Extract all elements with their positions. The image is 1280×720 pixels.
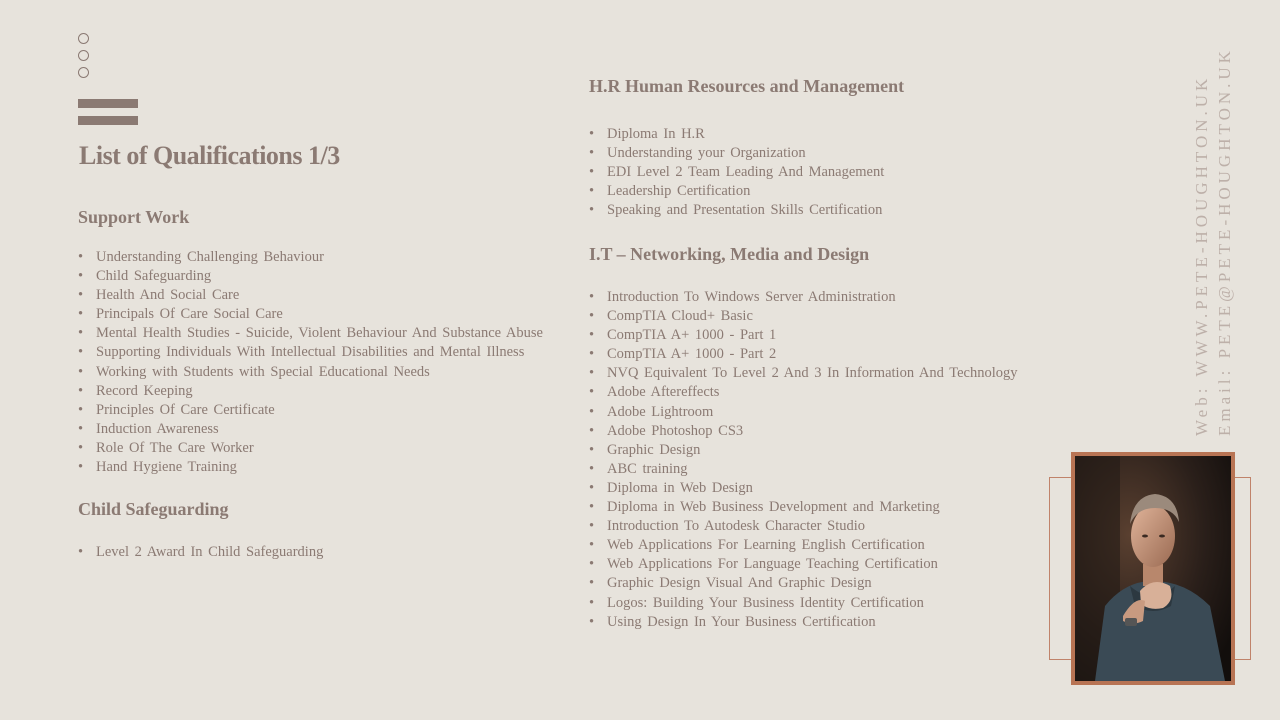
contact-info bbox=[1190, 47, 1236, 436]
list-item: • Web Applications For Language Teaching Certification bbox=[589, 555, 1017, 574]
list-item: • Introduction To Windows Server Administration bbox=[589, 288, 1017, 307]
list-item: • Record Keeping bbox=[78, 382, 543, 401]
list-item: • Working with Students with Special Educational Needs bbox=[78, 363, 543, 382]
section-title-it: I.T – Networking, Media and Design bbox=[589, 244, 870, 264]
profile-photo bbox=[1071, 452, 1235, 685]
list-item: • Induction Awareness bbox=[78, 420, 543, 439]
hr-list bbox=[589, 125, 884, 220]
list-item: • CompTIA Cloud+ Basic bbox=[589, 307, 1017, 326]
website-link[interactable]: Web: WWW.PETE-HOUGHTON.UK bbox=[1192, 74, 1211, 436]
list-item: • Graphic Design Visual And Graphic Design bbox=[589, 574, 1017, 593]
list-item: • Graphic Design bbox=[589, 441, 1017, 460]
list-item: • Child Safeguarding bbox=[78, 267, 543, 286]
portrait-illustration bbox=[1075, 456, 1231, 681]
list-item: • NVQ Equivalent To Level 2 And 3 In Information And Technology bbox=[589, 364, 1017, 383]
list-item: • Leadership Certification bbox=[589, 182, 884, 201]
list-item: • Logos: Building Your Business Identity Certification bbox=[589, 594, 1017, 613]
list-item: • EDI Level 2 Team Leading And Management bbox=[589, 163, 884, 182]
list-item: • Level 2 Award In Child Safeguarding bbox=[78, 543, 323, 562]
support-work-list bbox=[78, 248, 543, 477]
list-item: • Supporting Individuals With Intellectual Disabilities and Mental Illness bbox=[78, 343, 543, 362]
page-title: List of Qualifications 1/3 bbox=[79, 141, 340, 170]
list-item: • Principals Of Care Social Care bbox=[78, 305, 543, 324]
list-item: • Hand Hygiene Training bbox=[78, 458, 543, 477]
list-item: • Diploma in Web Design bbox=[589, 479, 1017, 498]
list-item: • Understanding your Organization bbox=[589, 144, 884, 163]
circle-outline-icon bbox=[78, 50, 89, 61]
list-item: • Diploma In H.R bbox=[589, 125, 884, 144]
child-safeguarding-list bbox=[78, 543, 323, 562]
list-item: • Web Applications For Learning English Certification bbox=[589, 536, 1017, 555]
menu-bars-icon bbox=[78, 99, 138, 133]
list-item: • Role Of The Care Worker bbox=[78, 439, 543, 458]
section-title-hr: H.R Human Resources and Management bbox=[589, 76, 905, 96]
it-list bbox=[589, 288, 1017, 632]
list-item: • Diploma in Web Business Development and Marketing bbox=[589, 498, 1017, 517]
list-item: • Adobe Lightroom bbox=[589, 403, 1017, 422]
list-item: • Understanding Challenging Behaviour bbox=[78, 248, 543, 267]
bar bbox=[78, 99, 138, 108]
list-item: • Mental Health Studies - Suicide, Violent Behaviour And Substance Abuse bbox=[78, 324, 543, 343]
circle-outline-icon bbox=[78, 67, 89, 78]
list-item: • Speaking and Presentation Skills Certification bbox=[589, 201, 884, 220]
section-title-child-safeguarding: Child Safeguarding bbox=[78, 499, 229, 519]
list-item: • ABC training bbox=[589, 460, 1017, 479]
list-item: • Health And Social Care bbox=[78, 286, 543, 305]
list-item: • Introduction To Autodesk Character Studio bbox=[589, 517, 1017, 536]
section-title-support-work: Support Work bbox=[78, 207, 190, 227]
list-item: • Using Design In Your Business Certification bbox=[589, 613, 1017, 632]
list-item: • CompTIA A+ 1000 - Part 2 bbox=[589, 345, 1017, 364]
list-item: • CompTIA A+ 1000 - Part 1 bbox=[589, 326, 1017, 345]
list-item: • Adobe Photoshop CS3 bbox=[589, 422, 1017, 441]
decorative-circles bbox=[78, 33, 89, 84]
list-item: • Adobe Aftereffects bbox=[589, 383, 1017, 402]
list-item: • Principles Of Care Certificate bbox=[78, 401, 543, 420]
email-link[interactable]: Email: PETE@PETE-HOUGHTON.UK bbox=[1215, 47, 1234, 436]
bar bbox=[78, 116, 138, 125]
circle-outline-icon bbox=[78, 33, 89, 44]
